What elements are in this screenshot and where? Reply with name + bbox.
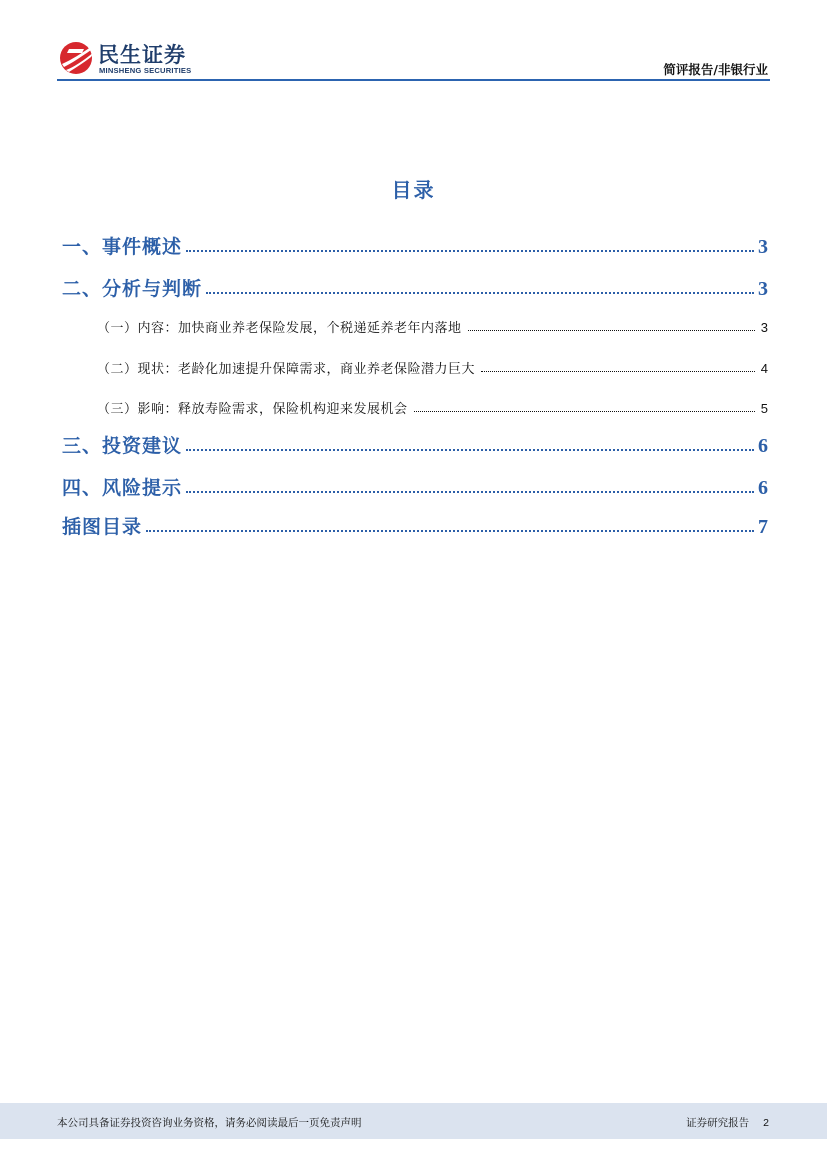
toc-entry-impact[interactable] xyxy=(62,398,768,417)
toc-entry-label: 二、分析与判断 xyxy=(62,278,203,300)
toc-leader-dots xyxy=(186,449,754,451)
toc-entry-content[interactable] xyxy=(62,317,768,336)
toc-entry-page: 3 xyxy=(760,320,768,335)
toc-leader-dots xyxy=(206,292,754,294)
header-divider xyxy=(57,79,770,81)
toc-leader-dots xyxy=(186,250,754,252)
footer-right xyxy=(686,1115,769,1130)
toc-entry-page: 7 xyxy=(758,516,768,538)
toc-entry-label: （一）内容：加快商业养老保险发展，个税递延养老年内落地 xyxy=(97,321,462,336)
toc-entry-page: 4 xyxy=(760,361,768,376)
footer-doc-type: 证券研究报告 xyxy=(686,1117,750,1129)
toc-entry-page: 3 xyxy=(758,278,768,300)
toc-entry-event-overview[interactable] xyxy=(62,232,768,259)
toc-entry-label: 三、投资建议 xyxy=(62,435,183,457)
toc-leader-dots xyxy=(468,330,755,331)
logo-chinese-text: 民生证券 xyxy=(98,43,186,67)
toc-entry-label: （三）影响：释放寿险需求，保险机构迎来发展机会 xyxy=(97,402,408,417)
toc-entry-investment-advice[interactable] xyxy=(62,431,768,458)
page-header xyxy=(57,38,770,80)
toc-entry-page: 5 xyxy=(760,401,768,416)
toc-entry-page: 6 xyxy=(758,435,768,457)
toc-entry-status[interactable] xyxy=(62,358,768,377)
toc-entry-label: 插图目录 xyxy=(62,516,143,538)
toc-entry-label: 一、事件概述 xyxy=(62,236,183,258)
footer-page-number: 2 xyxy=(763,1117,769,1129)
toc-entry-label: （二）现状：老龄化加速提升保障需求，商业养老保险潜力巨大 xyxy=(97,362,476,377)
toc-title: 目录 xyxy=(391,178,436,202)
company-logo xyxy=(57,38,217,80)
toc-entry-page: 6 xyxy=(758,477,768,499)
toc-entry-page: 3 xyxy=(758,236,768,258)
toc-entry-figure-list[interactable] xyxy=(62,512,768,539)
report-type-label: 简评报告/非银行业 xyxy=(663,62,768,77)
page-footer xyxy=(0,1103,827,1139)
toc-leader-dots xyxy=(414,411,755,412)
toc-leader-dots xyxy=(186,491,754,493)
toc-leader-dots xyxy=(481,371,755,372)
footer-disclaimer: 本公司具备证券投资咨询业务资格，请务必阅读最后一页免责声明 xyxy=(57,1117,362,1129)
toc-entry-analysis[interactable] xyxy=(62,274,768,301)
toc-leader-dots xyxy=(146,530,754,532)
toc-entry-label: 四、风险提示 xyxy=(62,477,183,499)
toc-entry-risk-warning[interactable] xyxy=(62,473,768,500)
minsheng-logo-icon xyxy=(57,40,97,76)
logo-english-text: MINSHENG SECURITIES xyxy=(99,66,192,75)
